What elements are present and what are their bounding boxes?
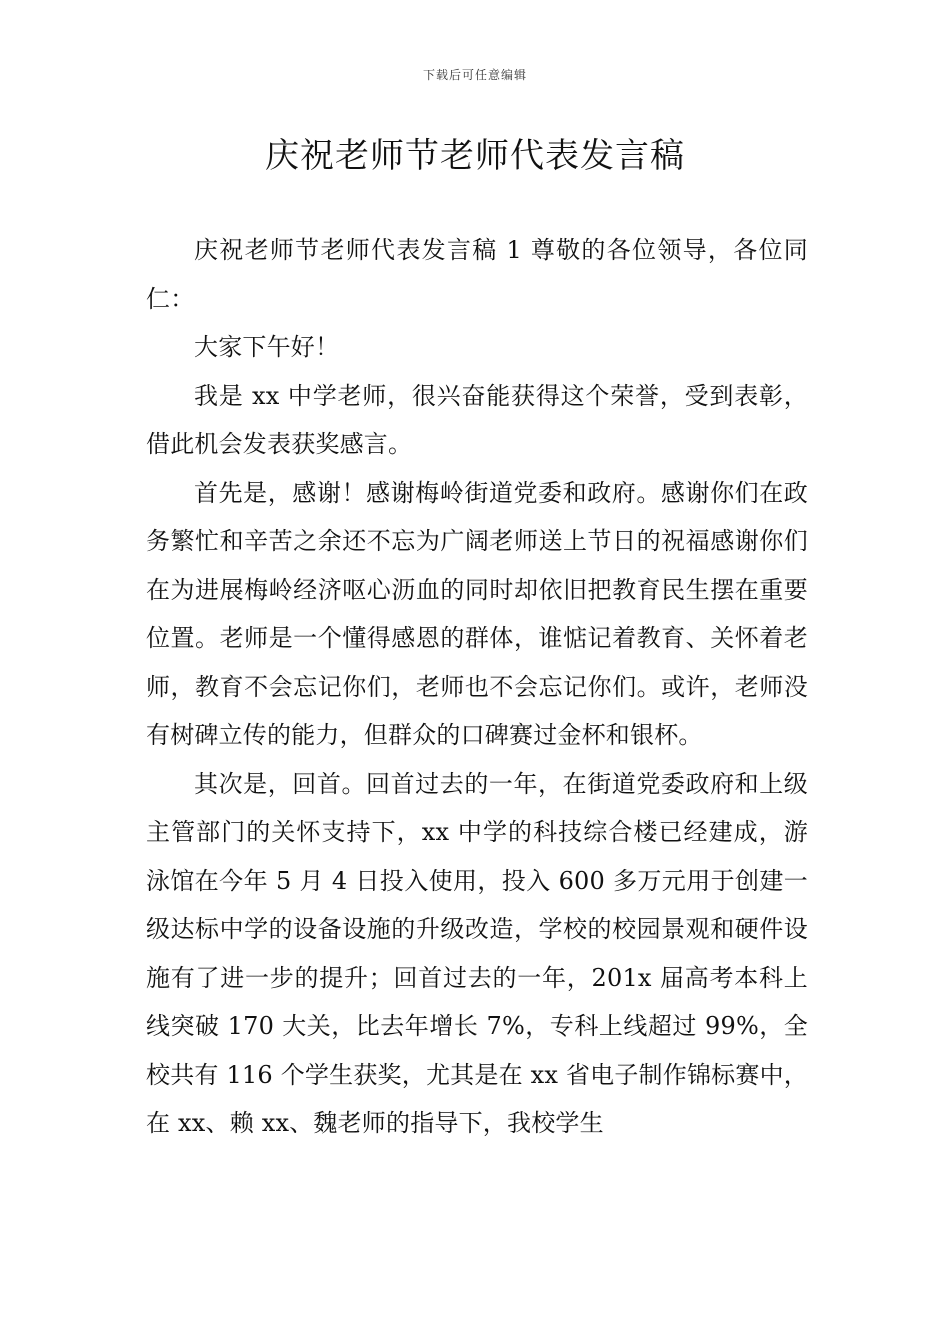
document-body [146, 226, 808, 1148]
paragraph-introduction: 我是 xx 中学老师，很兴奋能获得这个荣誉，受到表彰，借此机会发表获奖感言。 [146, 381, 808, 458]
document-title: 庆祝老师节老师代表发言稿 [265, 136, 685, 176]
paragraph-greeting: 庆祝老师节老师代表发言稿 1 尊敬的各位领导，各位同仁： [146, 236, 808, 313]
paragraph-good-afternoon: 大家下午好！ [194, 333, 340, 361]
paragraph-thanks: 首先是，感谢！感谢梅岭街道党委和政府。感谢你们在政务繁忙和辛苦之余还不忘为广阔老师送上节日的祝福感谢你们在为进展梅岭经济呕心沥血的同时却依旧把教育民生摆在重要位置。老师是一个懂得感恩的群体，谁惦记着教育、关怀着老师，教育不会忘记你们，老师也不会忘记你们。或许，老师没有树碑立传的能力，但群众的口碑赛过金杯和银杯。 [146, 478, 808, 749]
header-note: 下载后可任意编辑 [422, 68, 527, 82]
paragraph-review: 其次是，回首。回首过去的一年，在街道党委政府和上级主管部门的关怀支持下，xx 中学的科技综合楼已经建成，游泳馆在今年 5 月 4 日投入使用，投入 600 多万元用于创建一级达标中学的设备设施的升级改造，学校的校园景观和硬件设施有了进一步的提升；回首过去的一年，201x 届高考本科上线突破 170 大关，比去年增长 7%，专科上线超过 99%，全校共有 116 个学生获奖，尤其是在 xx 省电子制作锦标赛中，在 xx、赖 xx、魏老师的指导下，我校学生 [146, 769, 808, 1137]
